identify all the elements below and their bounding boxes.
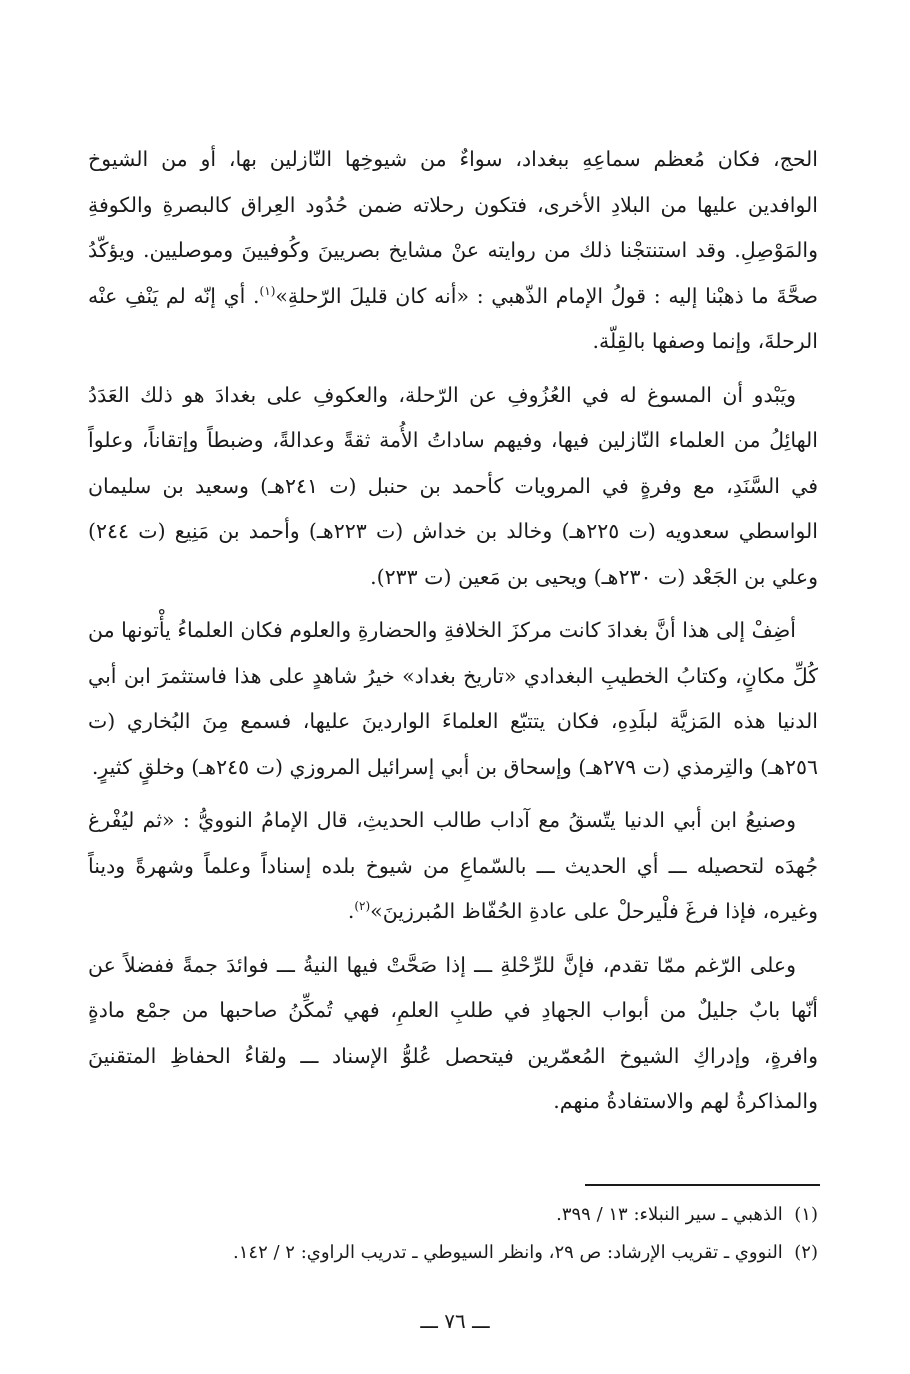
- footnotes: [88, 1196, 818, 1272]
- paragraph-4-text: وصنيعُ ابن أبي الدنيا يتّسقُ مع آداب طالب الحديثِ، قال الإمامُ النوويُّ : «ثم ليُفْرغ جُهدَه لتحصيله ـــ أي الحديث ـــ بالسّماعِ من شيوخ بلده إسناداً وعلماً وشهرةً وديناً وغيره، فإذا فرغَ فلْيرحلْ على عادةِ الحُفّاظ المُبرزينَ»: [88, 808, 818, 923]
- footnote-2-text: النووي ـ تقريب الإرشاد: ص ٢٩، وانظر السيوطي ـ تدريب الراوي: ٢ / ١٤٢.: [233, 1242, 783, 1263]
- main-text: [88, 137, 818, 1133]
- footnote-divider: [585, 1184, 820, 1186]
- paragraph-4: [88, 798, 818, 935]
- footnote-ref-1: (١): [259, 283, 276, 298]
- footnote-2-number: (٢): [794, 1242, 818, 1263]
- paragraph-1: [88, 137, 818, 365]
- footnote-1: [88, 1196, 818, 1234]
- paragraph-5: وعلى الرّغم ممّا تقدم، فإنَّ للرِّحْلةِ ـــ إذا صَحَّتْ فيها النيةُ ـــ فوائدَ جمةً ففضلاً عن أنّها بابٌ جليلٌ من أبواب الجهادِ في طلبِ العلمِ، فهي تُمكِّنُ صاحبها من جمْع مادةٍ وافرةٍ، وإدراكِ الشيوخ المُعمّرين فيتحصل عُلوُّ الإسناد ـــ ولقاءُ الحفاظِ المتقنينَ والمذاكرةُ لهم والاستفادةُ منهم.: [88, 952, 818, 1113]
- page-number: ـــ ٧٦ ـــ: [420, 1309, 490, 1333]
- footnote-1-number: (١): [794, 1204, 818, 1225]
- paragraph-2: ويَبْدو أن المسوغ له في العُزُوفِ عن الرّحلة، والعكوفِ على بغدادَ هو ذلك العَدَدُ الهائِلُ من العلماء النّازلين فيها، وفيهم ساداتُ الأُمة ثقةً وعدالةً، وضبطاً وإتقاناً، وعلواً في السَّنَدِ، مع وفرةٍ في المرويات كأحمد بن حنبل (ت ٢٤١هـ) وسعيد بن سليمان الواسطي سعدويه (ت ٢٢٥هـ) وخالد بن خداش (ت ٢٢٣هـ) وأحمد بن مَنِيع (ت ٢٤٤) وعلي بن الجَعْد (ت ٢٣٠هـ) ويحيى بن مَعين (ت ٢٣٣).: [88, 382, 819, 589]
- footnote-2: [88, 1234, 818, 1272]
- paragraph-4-tail: .: [347, 899, 355, 923]
- footnote-1-text: الذهبي ـ سير النبلاء: ١٣ / ٣٩٩.: [556, 1204, 783, 1225]
- footnote-ref-2: (٢): [354, 899, 371, 914]
- paragraph-1-tail: . أي إنّه لم يَنْفِ عنْه الرحلةَ، وإنما وصفها بالقِلّة.: [88, 283, 818, 353]
- paragraph-3: أضِفْ إلى هذا أنَّ بغدادَ كانت مركزَ الخلافةِ والحضارةِ والعلوم فكان العلماءُ يأْتونها من كُلِّ مكانٍ، وكتابُ الخطيبِ البغدادي «تاريخ بغداد» خيرُ شاهدٍ على هذا فاستثمرَ ابن أبي الدنيا هذه المَزيَّة لبلَدِهِ، فكان يتتبّع العلماءَ الواردينَ عليها، فسمع مِنَ البُخاري (ت ٢٥٦هـ) والتِرمذي (ت ٢٧٩هـ) وإسحاق بن أبي إسرائيل المروزي (ت ٢٤٥هـ) وخلقٍ كثيرٍ.: [88, 618, 818, 779]
- paragraph-1-text: الحج، فكان مُعظم سماعِهِ ببغداد، سواءٌ من شيوخِها النّازلين بها، أو من الشيوخ الوافدين عليها من البلادِ الأخرى، فتكون رحلاته ضمن حُدُود العِراق كالبصرةِ والكوفةِ والمَوْصِلِ. وقد استنتجْنا ذلك من روايته عنْ مشايخ بصريينَ وكُوفيينَ وموصليين. ويؤكّدُ صحَّةَ ما ذهبْنا إليه : قولُ الإمام الذّهبي : «أنه كان قليلَ الرّحلةِ»: [88, 147, 818, 308]
